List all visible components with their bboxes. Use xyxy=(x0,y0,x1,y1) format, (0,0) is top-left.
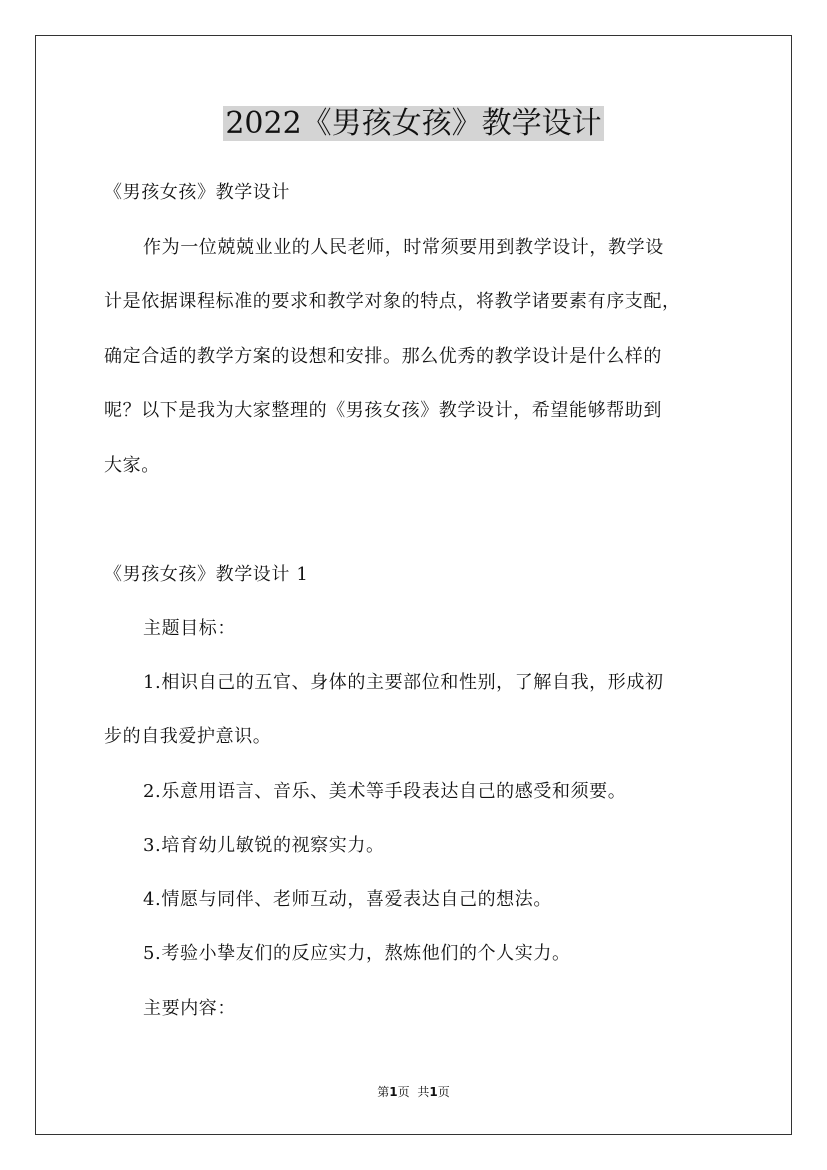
intro-paragraph-line: 确定合适的教学方案的设想和安排。那么优秀的教学设计是什么样的 xyxy=(104,346,662,367)
goal-item-4: 4.情愿与同伴、老师互动，喜爱表达自己的想法。 xyxy=(143,889,552,910)
section-heading: 《男孩女孩》教学设计 1 xyxy=(104,564,309,585)
intro-paragraph-line: 作为一位兢兢业业的人民老师，时常须要用到教学设计，教学设 xyxy=(143,237,664,258)
document-title xyxy=(0,104,827,144)
goal-item-1: 1.相识自己的五官、身体的主要部位和性别，了解自我，形成初 xyxy=(143,672,664,693)
goal-item-2: 2.乐意用语言、音乐、美术等手段表达自己的感受和须要。 xyxy=(143,781,627,802)
footer-total-number: 1 xyxy=(429,1085,438,1099)
intro-paragraph-line: 大家。 xyxy=(104,455,160,476)
goals-heading: 主题目标： xyxy=(143,618,236,639)
intro-paragraph-line: 呢？以下是我为大家整理的《男孩女孩》教学设计，希望能够帮助到 xyxy=(104,400,662,421)
footer-total-unit: 页 xyxy=(437,1085,450,1099)
intro-paragraph-line: 计是依据课程标准的要求和教学对象的特点，将教学诸要素有序支配， xyxy=(104,291,681,312)
document-subtitle: 《男孩女孩》教学设计 xyxy=(104,182,290,203)
document-title-text: 2022《男孩女孩》教学设计 xyxy=(225,106,602,141)
goal-item-1-continued: 步的自我爱护意识。 xyxy=(104,726,272,747)
footer-page-unit: 页 xyxy=(397,1085,410,1099)
goal-item-3: 3.培育幼儿敏锐的视察实力。 xyxy=(143,835,385,856)
footer-total-label: 共 xyxy=(417,1085,430,1099)
content-heading: 主要内容： xyxy=(143,998,236,1019)
footer-page-number: 1 xyxy=(389,1085,398,1099)
page-footer xyxy=(0,1084,827,1100)
goal-item-5: 5.考验小挚友们的反应实力，熬炼他们的个人实力。 xyxy=(143,943,571,964)
footer-page-label: 第 xyxy=(377,1085,390,1099)
